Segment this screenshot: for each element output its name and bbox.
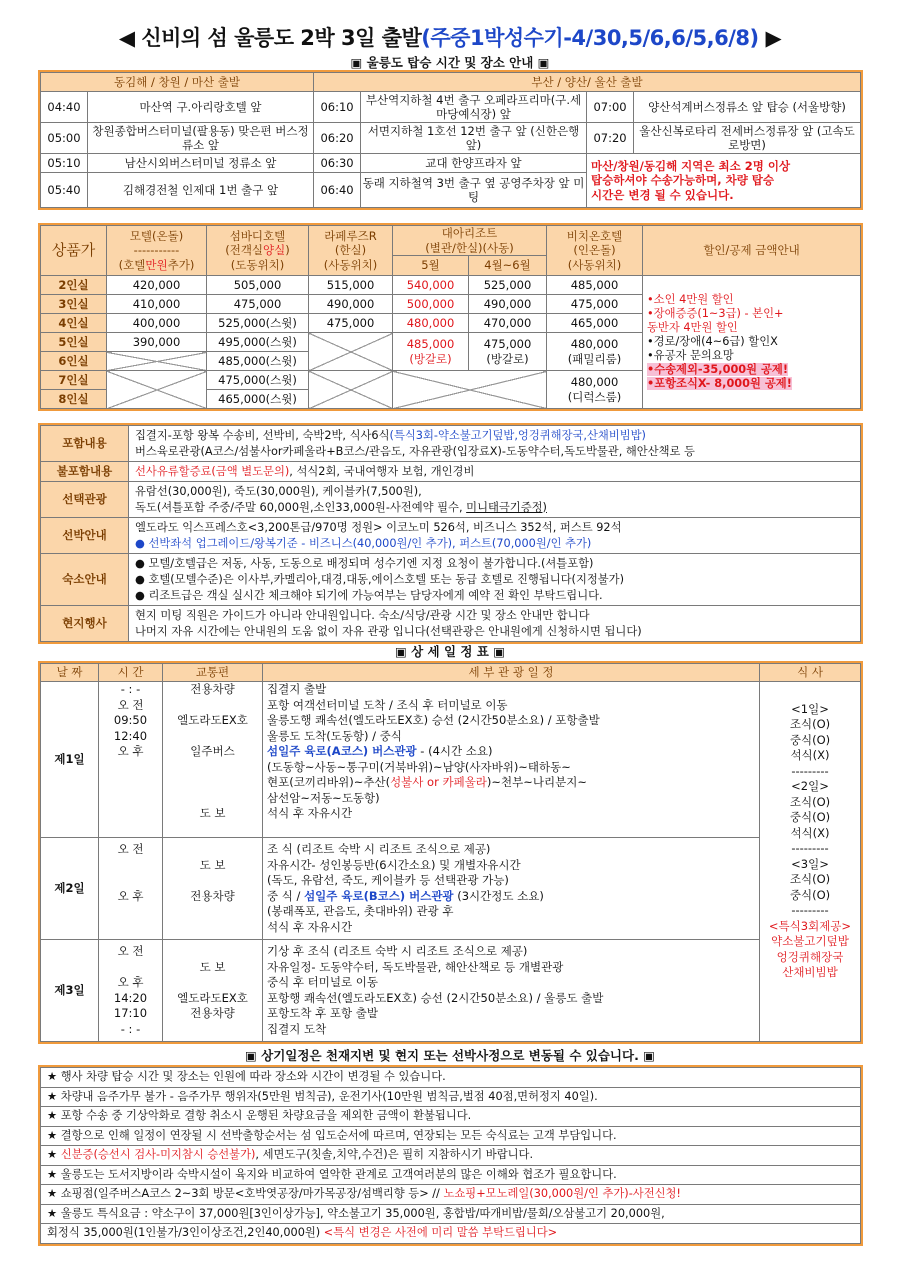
schedule-item: 중 식 / 섬일주 육로(B코스) 버스관광 (3시간정도 소요)	[267, 888, 544, 903]
info-content: 유람선(30,000원), 죽도(30,000원), 케이블카(7,500원), 독도(셔틀포함 주중/주말 60,000원,소인33,000원-사전예약 필수, 미니태극기증정)	[129, 482, 861, 518]
departure-table	[40, 72, 861, 208]
schedule-item: 자유일정- 도동약수터, 독도박물관, 해안산책로 등 개별관광	[267, 959, 564, 974]
price-row: 2인실 420,000 505,000 515,000 540,000 525,000 485,000 •소인 4만원 할인 •장애증증(1~3급) - 본인+ 동반자 4만원 할인 •경로/장애(4~6급) 할인X •유공자 문의요망 •수송제외-35,000원 공제! •포항조식X- 8,000원 공제!	[41, 276, 861, 295]
departure-row: 04:40 마산역 구.아리랑호텔 앞 06:10 부산역지하철 4번 출구 오페라프리마(구.세마당예식장) 앞 07:00 양산석계버스정류소 앞 탑승 (서울방향)	[41, 92, 861, 123]
schedule-day-3: 제3일 오 전 오 후 14:20 17:10 - : - 도 보 엘도라도EX호 전용차량 기상 후 조식 (리조트 숙박 시 리조트 조식으로 제공) 자유일정- 도동약수터, 독도박물관, 해안산책로 등 개별관광 중식 후 터미널로 이동 포항행 쾌속선(엘도라도EX호) 승선 (2시간50분소요) / 울릉도 출발 포항도착 후 포항 출발 집결지 도착	[41, 940, 861, 1042]
price-row: 7인실 475,000(스윗) 480,000 (디럭스룸)	[41, 371, 861, 390]
motel-header: 모텔(온돌) ----------- (호텔만원추가)	[107, 226, 207, 276]
discount-header: 할인/공제 금액안내	[643, 226, 861, 276]
info-row	[41, 482, 861, 518]
schedule-table: 날 짜 시 간 교통편 세 부 관 광 일 정 식 사 제1일 - : - 오 전 09:50 12:40 오 후 전용차량 엘도라도EX호 일주버스 도 보 집결지 출발 포항 여객선터미널 도착 / 조식 후 터미널로 이동 울릉도행 쾌속선(엘도라도EX호) 승선 (2시간50분소요) / 포항출발 울릉도 도착(도동항) / 중식 섬일주 육로(A코스) 버스관광 - (4시간 소요) (도동항~사동~통구미(거북바위)~남양(사자바위)~태하동~ 현포(코끼리바위)~추산(성불사 or 카페울라)~천부~나리분지~ 삼선암~저동~도동항) 석식 후 자유시간 <1일> 조식(O) 중식(O) 석식(X) --------- <2일> 조식(O) 중식(O) 석식(X) --------- <3일> 조식(O) 중식(O) --------- <특식3회제공> 약소불고기덮밥 엉겅퀴해장국 산채비빔밥 제2일 오 전 오 후 도 보 전용차량 조 식 (리조트 숙박 시 리조트 조식으로 제공) 자유시간- 성인봉등반(6시간소요) 및 개별자유시간 (독도, 유람선, 죽도, 케이블카 등 선택관광 가능) 중 식 / 섬일주 육로(B코스) 버스관광 (3시간정도 소요) (봉래폭포, 관음도, 촛대바위) 관광 후 석식 후 자유시간 제3일 오 전 오 후 14:20 17:10 - : - 도 보 엘도라도EX호 전용차량 기상 후 조식 (리조트 숙박 시 리조트 조식으로 제공) 자유일정- 도동약수터, 독도박물관, 해안산책로 등 개별관광 중식 후 터미널로 이동 포항행 쾌속선(엘도라도EX호) 승선 (2시간50분소요) / 울릉도 출발 포항도착 후 포항 출발 집결지 도착	[40, 663, 861, 1042]
schedule-item: 자유시간- 성인봉등반(6시간소요) 및 개별자유시간	[267, 857, 521, 872]
title-peak-dates: (주중1박성수기-4/30,5/6,6/5,6/8)	[421, 26, 759, 50]
departure-notice: 마산/창원/동김해 지역은 최소 2명 이상 탑승하셔야 수송가능하며, 차량 탑승 시간은 변경 될 수 있습니다.	[587, 154, 861, 208]
region-gimhae: 동김해 / 창원 / 마산 출발	[41, 73, 314, 92]
schedule-day-1: 제1일 - : - 오 전 09:50 12:40 오 후 전용차량 엘도라도EX호 일주버스 도 보 집결지 출발 포항 여객선터미널 도착 / 조식 후 터미널로 이동 울릉도행 쾌속선(엘도라도EX호) 승선 (2시간50분소요) / 포항출발 울릉도 도착(도동항) / 중식 섬일주 육로(A코스) 버스관광 - (4시간 소요) (도동항~사동~통구미(거북바위)~남양(사자바위)~태하동~ 현포(코끼리바위)~추산(성불사 or 카페울라)~천부~나리분지~ 삼선암~저동~도동항) 석식 후 자유시간 <1일> 조식(O) 중식(O) 석식(X) --------- <2일> 조식(O) 중식(O) 석식(X) --------- <3일> 조식(O) 중식(O) --------- <특식3회제공> 약소불고기덮밥 엉겅퀴해장국 산채비빔밥	[41, 682, 861, 838]
info-row	[41, 606, 861, 642]
departure-row: 05:10 남산시외버스터미널 정류소 앞 06:30 교대 한양프라자 앞 마산/창원/동김해 지역은 최소 2명 이상 탑승하셔야 수송가능하며, 차량 탑승 시간은 변경 될 수 있습니다.	[41, 154, 861, 173]
note-item: ★ 울릉도는 도서지방이라 숙박시설이 육지와 비교하여 열악한 관계로 고객여러분의 많은 이해와 협조가 필요합니다.	[41, 1165, 861, 1185]
price-row: 5인실 390,000 495,000(스윗) 485,000 (방갈로) 475,000 (방갈로) 480,000 (패밀리룸)	[41, 333, 861, 352]
daea-bungalow-aj: 475,000 (방갈로)	[469, 333, 547, 371]
schedule-heading: ▣ 상 세 일 정 표 ▣	[394, 644, 506, 659]
schedule-item: (독도, 유람선, 죽도, 케이블카 등 선택관광 가능)	[267, 873, 509, 887]
note-item: ★ 결항으로 인해 일정이 연장될 시 선박출항순서는 섬 입도순서에 따르며, 연장되는 모든 숙식료는 고객 부담입니다.	[41, 1126, 861, 1146]
schedule-item: 삼선암~저동~도동항)	[267, 790, 380, 805]
region-busan: 부산 / 양산/ 울산 출발	[314, 73, 861, 92]
schedule-item: 조 식 (리조트 숙박 시 리조트 조식으로 제공)	[267, 842, 491, 856]
info-content: 선사유류할증료(금액 별도문의), 석식2회, 국내여행자 보험, 개인경비	[129, 462, 861, 482]
info-label: 선택관광	[41, 482, 129, 518]
bichi-family: 480,000 (패밀리룸)	[547, 333, 643, 371]
departure-row: 05:40 김해경전철 인제대 1번 출구 앞 06:40 동래 지하철역 3번 출구 옆 공영주차장 앞 미팅	[41, 173, 861, 208]
bichi-header: 비치온호텔 (인온돌) (사동위치)	[547, 226, 643, 276]
departure-heading: ▣ 울릉도 탑승 시간 및 장소 안내 ▣	[350, 55, 550, 70]
daea-bungalow-may: 485,000 (방갈로)	[393, 333, 469, 371]
info-row	[41, 518, 861, 554]
price-row: 8인실 465,000(스윗)	[41, 390, 861, 409]
daea-header: 대아리조트 (별관/한실)(사동)	[393, 226, 547, 256]
schedule-item: 울릉도행 쾌속선(엘도라도EX호) 승선 (2시간50분소요) / 포항출발	[267, 713, 600, 727]
schedule-item: 기상 후 조식 (리조트 숙박 시 리조트 조식으로 제공)	[267, 944, 528, 958]
info-label: 포함내용	[41, 426, 129, 462]
product-label: 상품가	[41, 226, 107, 276]
schedule-item: 섬일주 육로(A코스) 버스관광 - (4시간 소요)	[267, 744, 493, 758]
info-table	[40, 425, 861, 642]
price-row: 3인실 410,000 475,000 490,000 500,000 490,000 475,000	[41, 295, 861, 314]
note-item: ★ 차량내 음주가무 불가 - 음주가무 행위자(5만원 범칙금), 운전기사(10만원 범칙금,벌점 40점,면허정지 40일).	[41, 1087, 861, 1107]
schedule-item: 집결지 도착	[267, 1021, 327, 1036]
daea-may-header: 5월	[393, 256, 469, 276]
page-title: ◀ 신비의 섬 울릉도 2박 3일 출발(주중1박성수기-4/30,5/6,6/5,6/8) ▶	[118, 26, 782, 50]
schedule-item: 중식 후 터미널로 이동	[267, 975, 378, 989]
meal-column: <1일> 조식(O) 중식(O) 석식(X) --------- <2일> 조식(O) 중식(O) 석식(X) --------- <3일> 조식(O) 중식(O) --------- <특식3회제공> 약소불고기덮밥 엉겅퀴해장국 산채비빔밥	[760, 682, 861, 1042]
info-content: ● 모텔/호텔급은 저동, 사동, 도동으로 배정되며 성수기엔 지정 요청이 불가합니다.(셔틀포함) ● 호텔(모텔수준)은 이사부,카멜리아,대경,대동,에이스호텔 또는 동급 호텔로 진행됩니다(지정불가) ● 리조트급은 객실 실시간 체크해야 되기에 가능여부는 담당자에게 예약 전 확인 부탁드립니다.	[129, 554, 861, 606]
price-table	[40, 225, 861, 409]
lafe-header: 라페루즈R (한실) (사동위치)	[309, 226, 393, 276]
info-label: 선박안내	[41, 518, 129, 554]
schedule-item: 석식 후 자유시간	[267, 919, 353, 934]
schedule-day-2: 제2일 오 전 오 후 도 보 전용차량 조 식 (리조트 숙박 시 리조트 조식으로 제공) 자유시간- 성인봉등반(6시간소요) 및 개별자유시간 (독도, 유람선, 죽도, 케이블카 등 선택관광 가능) 중 식 / 섬일주 육로(B코스) 버스관광 (3시간정도 소요) (봉래폭포, 관음도, 촛대바위) 관광 후 석식 후 자유시간	[41, 838, 861, 940]
sunbadi-header: 섬바디호텔 (전객실양실) (도동위치)	[207, 226, 309, 276]
schedule-item: (봉래폭포, 관음도, 촛대바위) 관광 후	[267, 904, 454, 918]
notes-table	[40, 1067, 861, 1244]
note-item: 회정식 35,000원(1인불가/3인이상조건,2인40,000원) <특식 변경은 사전에 미리 말씀 부탁드립니다>	[41, 1224, 861, 1244]
change-notice: ▣ 상기일정은 천재지변 및 현지 또는 선박사정으로 변동될 수 있습니다. ▣	[245, 1048, 655, 1063]
bichi-deluxe: 480,000 (디럭스룸)	[547, 371, 643, 409]
info-label: 숙소안내	[41, 554, 129, 606]
schedule-item: 포항행 쾌속선(엘도라도EX호) 승선 (2시간50분소요) / 울릉도 출발	[267, 990, 604, 1005]
schedule-item: (도동항~사동~통구미(거북바위)~남양(사자바위)~태하동~	[267, 759, 571, 774]
info-content: 집결지-포항 왕복 수송비, 선박비, 숙박2박, 식사6식(특식3회-약소불고기덮밥,엉겅퀴해장국,산채비빔밥) 버스육로관광(A코스/섬불사or카페울라+B코스/관음도, 자유관광(입장료X)-도동약수터,독도박물관, 해안산책로 등	[129, 426, 861, 462]
daea-aprjun-header: 4월~6월	[469, 256, 547, 276]
note-item: ★ 울릉도 특식요금 : 약소구이 37,000원[3인이상가능], 약소불고기 35,000원, 홍합밥/따개비밥/물회/오삼불고기 20,000원,	[41, 1204, 861, 1224]
price-row: 6인실 485,000(스윗)	[41, 352, 861, 371]
schedule-item: 포항도착 후 포항 출발	[267, 1006, 378, 1020]
info-row	[41, 426, 861, 462]
schedule-item: 울릉도 도착(도동항) / 중식	[267, 728, 402, 743]
info-row	[41, 554, 861, 606]
schedule-item: 석식 후 자유시간	[267, 806, 353, 820]
info-content: 엘도라도 익스프레스호<3,200톤급/970명 정원> 이코노미 526석, 비즈니스 352석, 퍼스트 92석 ● 선박좌석 업그레이드/왕복기준 - 비즈니스(40,000원/인 추가), 퍼스트(70,000원/인 추가)	[129, 518, 861, 554]
note-item: ★ 쇼핑점(일주버스A코스 2~3회 방문<호박엿공장/마가목공장/섬백리향 등> // 노쇼핑+모노레일(30,000원/인 추가)-사전신청!	[41, 1185, 861, 1205]
note-item: ★ 행사 차량 탑승 시간 및 장소는 인원에 따라 장소와 시간이 변경될 수 있습니다.	[41, 1068, 861, 1088]
discount-info: •소인 4만원 할인 •장애증증(1~3급) - 본인+ 동반자 4만원 할인 •경로/장애(4~6급) 할인X •유공자 문의요망 •수송제외-35,000원 공제! •포항조식X- 8,000원 공제!	[643, 276, 861, 409]
note-item: ★ 신분증(승선시 검사-미지참시 승선불가), 세면도구(칫솔,치약,수건)은 필히 지참하시기 바랍니다.	[41, 1146, 861, 1166]
schedule-item: 포항 여객선터미널 도착 / 조식 후 터미널로 이동	[267, 697, 508, 712]
schedule-item: 현포(코끼리바위)~추산(성불사 or 카페울라)~천부~나리분지~	[267, 775, 587, 789]
info-label: 현지행사	[41, 606, 129, 642]
info-content: 현지 미팅 직원은 가이드가 아니라 안내원입니다. 숙소/식당/관광 시간 및 장소 안내만 합니다 나머지 자유 시간에는 안내원의 도움 없이 자유 관광 입니다(선택관광은 안내원에게 신청하시면 됩니다)	[129, 606, 861, 642]
info-row	[41, 462, 861, 482]
note-item: ★ 포항 수송 중 기상악화로 결항 취소시 운행된 차량요금을 제외한 금액이 환불됩니다.	[41, 1107, 861, 1127]
info-label: 불포함내용	[41, 462, 129, 482]
departure-row: 05:00 창원종합버스터미널(팔용동) 맞은편 버스정류소 앞 06:20 서면지하철 1호선 12번 출구 앞 (신한은행 앞) 07:20 울산신복로타리 전세버스정류장 앞 (고속도로방면)	[41, 123, 861, 154]
schedule-item	[267, 822, 759, 838]
price-row: 4인실 400,000 525,000(스윗) 475,000 480,000 470,000 465,000	[41, 314, 861, 333]
schedule-item: 집결지 출발	[267, 682, 327, 696]
